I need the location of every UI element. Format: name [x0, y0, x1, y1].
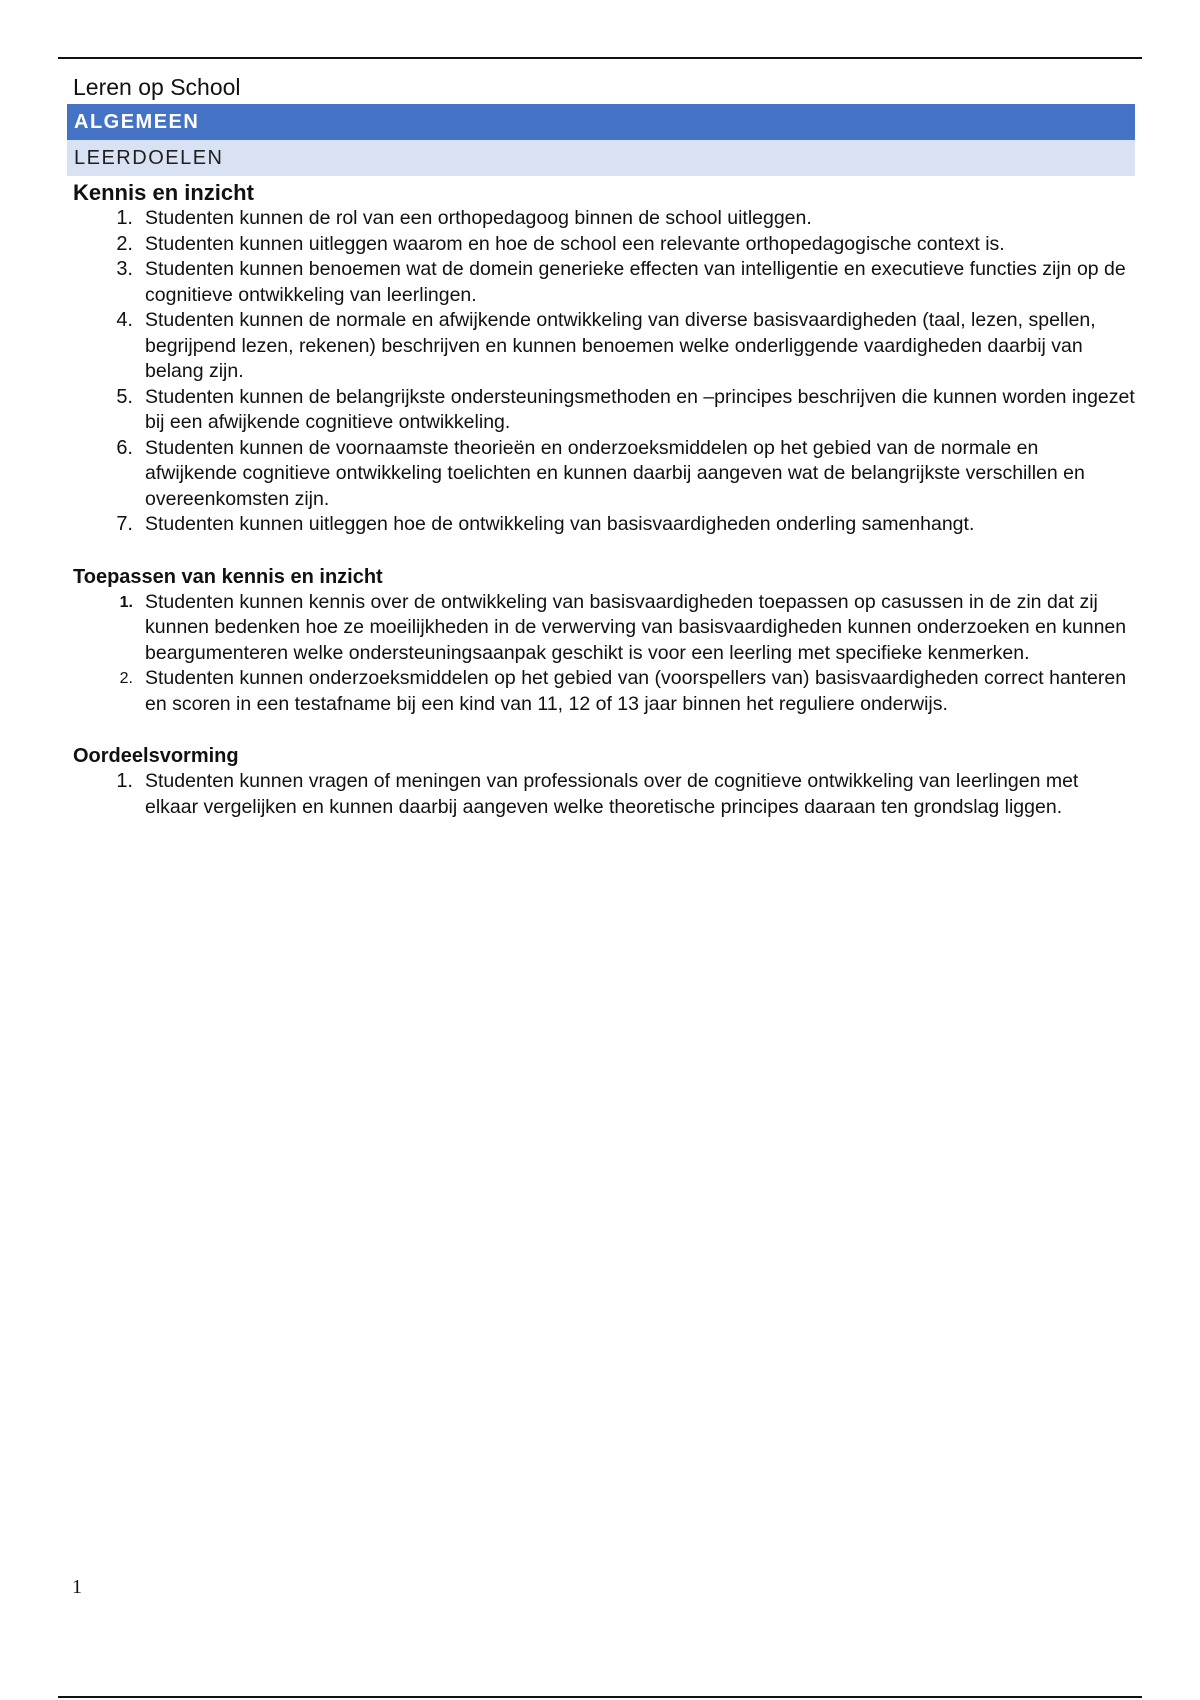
item-text: Studenten kunnen de rol van een orthopedagoog binnen de school uitleggen.	[145, 207, 812, 229]
item-text: Studenten kunnen uitleggen hoe de ontwikkeling van basisvaardigheden onderling samenhangt.	[145, 513, 975, 535]
section-bar-algemeen: ALGEMEEN	[67, 104, 1135, 140]
list-item	[67, 666, 1135, 717]
goal-list	[67, 769, 1135, 820]
list-item	[67, 436, 1135, 513]
goal-list	[67, 206, 1135, 538]
list-item	[67, 590, 1135, 667]
item-text: Studenten kunnen vragen of meningen van professionals over de cognitieve ontwikkeling van leerlingen met elkaar vergelijken en kunnen daarbij aangeven welke theoretische principes daaraan ten grondslag liggen.	[145, 770, 1079, 818]
section-title: Kennis en inzicht	[73, 180, 254, 205]
section-title: Toepassen van kennis en inzicht	[73, 565, 383, 588]
item-text: Studenten kunnen uitleggen waarom en hoe de school een relevante orthopedagogische context is.	[145, 232, 1005, 255]
list-item	[67, 769, 1135, 820]
item-number: 1.	[116, 770, 133, 792]
list-item	[67, 512, 1135, 538]
list-item	[67, 206, 1135, 232]
item-number: 7.	[116, 513, 133, 535]
header-rule	[58, 57, 1142, 59]
page-content	[67, 70, 1135, 820]
section-toepassen	[67, 564, 1135, 718]
section-title: Oordeelsvorming	[73, 745, 239, 767]
item-number: 1.	[119, 593, 133, 611]
item-text: Studenten kunnen onderzoeksmiddelen op het gebied van (voorspellers van) basisvaardigheden correct hanteren en scoren in een testafname bij een kind van 11, 12 of 13 jaar binnen het reguliere onderwijs.	[145, 667, 1127, 715]
section-oordeelsvorming	[67, 743, 1135, 820]
list-item	[67, 257, 1135, 308]
list-item	[67, 232, 1135, 258]
item-text: Studenten kunnen de normale en afwijkende ontwikkeling van diverse basisvaardigheden (taal, lezen, spellen, begrijpend lezen, rekenen) beschrijven en kunnen benoemen welke onderliggende vaardigheden daarbij van belang zijn.	[145, 309, 1096, 382]
item-number: 2.	[119, 670, 133, 687]
item-number: 1.	[116, 207, 133, 229]
item-text: Studenten kunnen benoemen wat de domein generieke effecten van intelligentie en executieve functies zijn op de cognitieve ontwikkeling van leerlingen.	[145, 258, 1126, 306]
item-number: 3.	[116, 258, 133, 280]
item-number: 6.	[116, 436, 133, 459]
goal-list	[67, 590, 1135, 718]
item-text: Studenten kunnen de belangrijkste ondersteuningsmethoden en –principes beschrijven die kunnen worden ingezet bij een afwijkende cognitieve ontwikkeling.	[145, 385, 1135, 433]
list-item	[67, 385, 1135, 436]
item-text: Studenten kunnen kennis over de ontwikkeling van basisvaardigheden toepassen op casussen in de zin dat zij kunnen bedenken hoe ze moeilijkheden in de verwerving van basisvaardigheden kunnen onderzoeken en kunnen beargumenteren welke ondersteuningsaanpak geschikt is voor een leerling met specifieke kenmerken.	[145, 590, 1127, 664]
page-number: 1	[72, 1576, 82, 1598]
document-title: Leren op School	[73, 74, 241, 100]
list-item	[67, 308, 1135, 385]
item-number: 5.	[116, 385, 133, 408]
section-kennis	[67, 180, 1135, 538]
section-bar-leerdoelen: LEERDOELEN	[67, 140, 1135, 176]
item-text: Studenten kunnen de voornaamste theorieën en onderzoeksmiddelen op het gebied van de normale en afwijkende cognitieve ontwikkeling toelichten en kunnen daarbij aangeven wat de belangrijkste verschillen en overeenkomsten zijn.	[145, 436, 1085, 510]
footer-rule	[58, 1696, 1142, 1698]
item-number: 2.	[116, 232, 133, 255]
item-number: 4.	[116, 309, 133, 331]
